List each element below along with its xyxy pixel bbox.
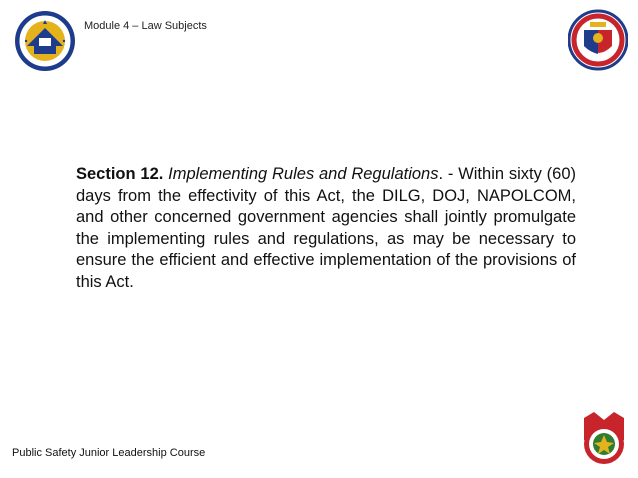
module-title: Module 4 – Law Subjects <box>84 20 207 32</box>
section-title: Implementing Rules and Regulations <box>168 165 439 183</box>
course-name: Public Safety Junior Leadership Course <box>12 447 206 459</box>
pnp-training-seal-logo <box>568 8 628 72</box>
section-title-punctuation: . - <box>438 165 454 183</box>
academy-seal-logo <box>14 10 76 72</box>
ppsc-emblem-logo <box>580 410 628 468</box>
section-body: Within sixty (60) days from the effectivity of this Act, the DILG, DOJ, NAPOLCOM, and other concerned government agencies shall jointly promulgate the implementing rules and regulations, as may be necessary to ensure the efficient and effective implementation of the provisions of this Act. <box>76 165 576 291</box>
section-heading: Section 12. <box>76 165 164 183</box>
section-12-paragraph <box>76 164 576 293</box>
